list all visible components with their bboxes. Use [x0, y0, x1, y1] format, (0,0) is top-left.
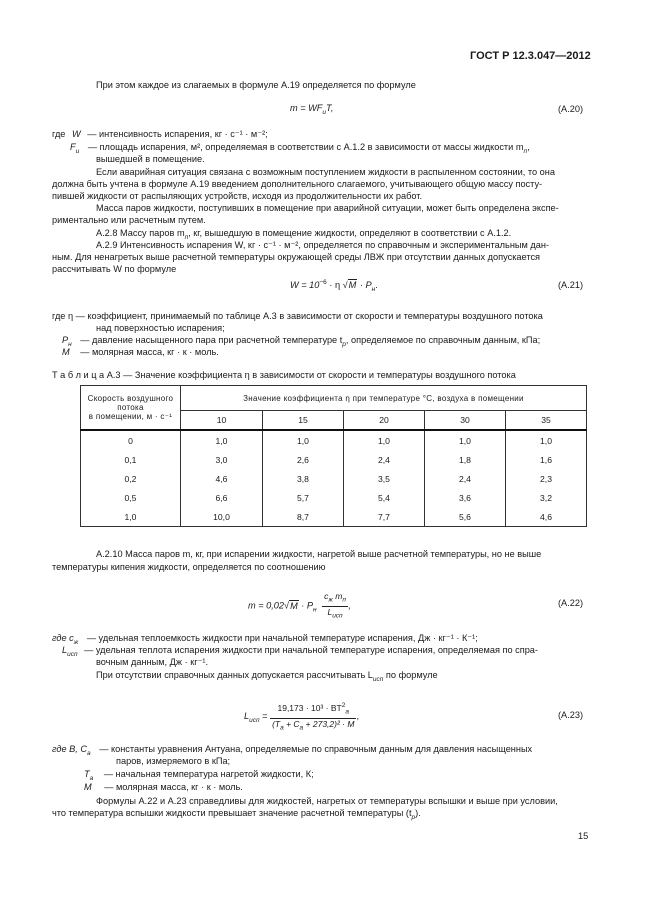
value-cell: 2,3: [506, 469, 587, 488]
equation-a20-formula: m = WF: [290, 103, 323, 113]
equation-a22-sqrt: M: [290, 600, 298, 611]
final-line-2: [52, 807, 421, 824]
equation-a23-den-tail: + C: [283, 718, 300, 729]
paragraph-lisp-tail: по формуле: [383, 670, 438, 680]
value-cell: 6,6: [181, 488, 263, 507]
equation-a22-mid: · P: [298, 600, 314, 611]
equation-a21-tail-sub: н: [371, 285, 376, 293]
where-w-line: [52, 128, 268, 140]
clause-a210-line-1: А.2.10 Масса паров m, кг, при испарении жидкости, нагретой выше расчетной температуры, но не выше: [96, 549, 542, 559]
where-p-text: — давление насыщенного пара при расчетной температуре t: [80, 335, 343, 345]
equation-a22-num2: m: [335, 591, 343, 601]
where-c-prefix: где c: [52, 633, 74, 643]
clause-a29-line-2: ным. Для ненагретых выше расчетной температуры окружающей среды ЛВЖ при отсутствии данных допускается: [52, 252, 541, 262]
where-l-sub: исп: [67, 650, 78, 658]
equation-a21-lhs: W = 10: [290, 280, 320, 291]
equation-a22-lhs: m = 0,02: [248, 600, 285, 611]
value-cell: 1,8: [425, 450, 506, 469]
equation-a22-den: L: [327, 606, 333, 617]
value-cell: 1,0: [263, 430, 344, 450]
where-m-line: [62, 346, 219, 358]
where-f-text-end: ,: [527, 142, 530, 152]
equation-a20-tail: T,: [326, 103, 334, 113]
speed-cell: 0: [81, 430, 181, 450]
where-m-text: — молярная масса, кг · к · моль.: [80, 347, 219, 357]
row-header-line-2: в помещении, м · с⁻¹: [88, 412, 173, 421]
where-b-text-1: — константы уравнения Антуана, определяемые по справочным данным для давления насыщенных: [99, 744, 533, 754]
equation-a22-number: (А.22): [558, 598, 584, 608]
where-w-text: — интенсивность испарения, кг · с⁻¹ · м⁻²;: [87, 129, 268, 139]
value-cell: 3,5: [344, 469, 425, 488]
intro-text: При этом каждое из слагаемых в формуле А.19 определяется по формуле: [96, 80, 416, 90]
where-c-sub: ж: [73, 638, 79, 646]
table-caption: [52, 369, 516, 381]
where-f-line2: вышедшей в помещение.: [96, 154, 205, 164]
paragraph-lisp-sub: исп: [372, 675, 384, 683]
final-line-2-text: что температура вспышки жидкости превышает значение расчетной температуры (t: [52, 808, 412, 818]
value-cell: 2,6: [263, 450, 344, 469]
value-cell: 1,0: [506, 430, 587, 450]
equation-a23-den-sub: a: [280, 724, 284, 732]
value-cell: 2,4: [344, 450, 425, 469]
where-t-text: — начальная температура нагретой жидкости, К;: [103, 769, 314, 779]
value-cell: 5,6: [425, 507, 506, 527]
equation-a22-num1: c: [324, 591, 329, 601]
table-caption-label: Т а б л и ц а А.3: [52, 370, 121, 380]
where-t-sub: a: [89, 774, 94, 782]
page-number: 15: [578, 831, 589, 841]
temp-header: 10: [181, 411, 263, 431]
temp-header: 20: [344, 411, 425, 431]
where-eta-line-2: над поверхностью испарения;: [96, 323, 225, 333]
equation-a22-end: ,: [347, 600, 351, 611]
where-l-text-1: — удельная теплота испарения жидкости при начальной температуре испарения, определяемая по спра-: [84, 645, 538, 655]
paragraph-2-line-1: Масса паров жидкости, поступивших в помещение при аварийной ситуации, может быть определена экспе-: [96, 203, 559, 213]
equation-a23-den-tail2: + 273,2)² · M: [303, 718, 355, 729]
equation-a23-fraction: [270, 700, 356, 733]
coefficient-table: [80, 385, 587, 527]
where-t-symbol: T: [84, 769, 90, 779]
equation-a23-num-sup: 2: [341, 702, 346, 709]
where-l-line-2: вочным данным, Дж · кг⁻¹.: [96, 657, 209, 667]
clause-a28-text-a: А.2.8 Массу паров m: [96, 228, 185, 238]
value-cell: 8,7: [263, 507, 344, 527]
where-l-symbol: L: [62, 645, 68, 655]
equation-a23-den: (T: [272, 718, 281, 729]
paragraph-lisp: [96, 669, 438, 686]
speed-cell: 1,0: [81, 507, 181, 527]
equation-a23-num-sub: a: [345, 708, 349, 716]
where-p-sub: н: [68, 340, 72, 348]
where-f-sub: и: [75, 147, 80, 155]
value-cell: 3,8: [263, 469, 344, 488]
equation-a22-fraction: [322, 591, 348, 621]
paragraph-1-line-2: должна быть учтена в формуле А.19 введением дополнительного слагаемого, учитывающего общую массу посту-: [52, 179, 543, 189]
clause-a29-line-1: А.2.9 Интенсивность испарения W, кг · с⁻¹ · м⁻², определяется по справочным и экспериментальным дан-: [96, 240, 549, 250]
table-row: [81, 450, 587, 469]
equation-a22-mid-sub: н: [313, 606, 317, 614]
paragraph-1-line-3: пившей жидкости от распыляющих устройств, исходя из продолжительности их работ.: [52, 191, 423, 201]
value-cell: 3,6: [425, 488, 506, 507]
value-cell: 5,4: [344, 488, 425, 507]
equation-a23-lhs-sub: исп: [249, 716, 260, 724]
equation-a21-end: .: [375, 280, 378, 291]
clause-a28-text-b: , кг, вышедшую в помещение жидкости, определяют в соответствии с А.1.2.: [188, 228, 512, 238]
value-cell: 2,4: [425, 469, 506, 488]
temp-header: 35: [506, 411, 587, 431]
equation-a23-eq: =: [259, 711, 271, 722]
where-f-text: — площадь испарения, м², определяемая в соответствии с А.1.2 в зависимости от массы жидкости m: [87, 142, 524, 152]
value-cell: 5,7: [263, 488, 344, 507]
table-row: [81, 469, 587, 488]
speed-cell: 0,5: [81, 488, 181, 507]
table-header-row-1: [81, 386, 587, 411]
value-cell: 1,0: [344, 430, 425, 450]
clause-a210-line-2: температуры кипения жидкости, определяется по соотношению: [52, 562, 326, 572]
clause-a28-sub: п: [184, 233, 189, 241]
document-code: ГОСТ Р 12.3.047—2012: [470, 50, 591, 62]
paragraph-1-line-1: Если аварийная ситуация связана с возможным поступлением жидкости в распыленном состоянии, то она: [96, 167, 555, 177]
equation-a21-tail: · P: [357, 280, 372, 291]
value-cell: 1,0: [425, 430, 506, 450]
table-row: [81, 430, 587, 450]
equation-a22: $m = 0,02√M \cdot P_н$ $\frac{c_ж m_п}{L_{исп}}$ ,: [248, 591, 351, 620]
value-cell: 4,6: [506, 507, 587, 527]
row-header-cell: [81, 386, 181, 431]
temp-header: 30: [425, 411, 506, 431]
table-row: [81, 488, 587, 507]
speed-cell: 0,2: [81, 469, 181, 488]
value-cell: 10,0: [181, 507, 263, 527]
table-row: [81, 507, 587, 527]
value-cell: 4,6: [181, 469, 263, 488]
value-cell: 1,6: [506, 450, 587, 469]
where-p-text-end: , определяемое по справочным данным, кПа;: [345, 335, 541, 345]
equation-a23-num: 19,173 · 10³ · BT: [277, 702, 342, 713]
equation-a21: $W = 10^{-6} \cdot \eta$ $√M \cdot P_н$.: [290, 279, 378, 293]
equation-a23: [244, 700, 359, 733]
value-cell: 3,0: [181, 450, 263, 469]
where-b-prefix: где B, C: [52, 744, 88, 754]
where-m2-text: — молярная масса, кг · к · моль.: [104, 782, 243, 792]
value-cell: 3,2: [506, 488, 587, 507]
equation-a21-exp: −6: [319, 279, 327, 286]
paragraph-lisp-text: При отсутствии справочных данных допускается рассчитывать L: [96, 670, 373, 680]
group-header-cell: Значение коэффициента η при температуре °С, воздуха в помещении: [181, 386, 587, 411]
equation-a20-number: (А.20): [558, 104, 584, 114]
equation-a23-lhs: L: [244, 711, 250, 722]
where-p-symbol: P: [62, 335, 69, 345]
clause-a29-line-3: рассчитывать W по формуле: [52, 264, 177, 274]
equation-a20-sub: и: [322, 108, 327, 116]
equation-a21-mid: · η: [326, 280, 343, 291]
where-m2-line: [84, 781, 243, 793]
where-p-text-sub: р: [342, 340, 346, 348]
where-w-symbol: W: [71, 129, 81, 139]
where-w-prefix: где: [52, 129, 66, 139]
where-f-symbol: F: [70, 142, 76, 152]
where-b-line-2: паров, измеряемого в кПа;: [116, 756, 231, 766]
final-line-1: Формулы А.22 и А.23 справедливы для жидкостей, нагретых от температуры вспышки и выше при условии,: [96, 796, 558, 806]
speed-cell: 0,1: [81, 450, 181, 469]
table-caption-text: — Значение коэффициента η в зависимости от скорости и температуры воздушного потока: [123, 370, 516, 380]
equation-a23-end: ,: [356, 711, 359, 722]
final-line-2-sub: р: [411, 813, 416, 821]
where-m-symbol: M: [62, 347, 70, 357]
where-b-sub: a: [87, 749, 91, 757]
row-header-line-1: Скорость воздушного потока: [87, 394, 174, 412]
where-eta-line-1: где η — коэффициент, принимаемый по таблице А.3 в зависимости от скорости и температуры воздушного потока: [52, 311, 543, 321]
equation-a22-num1-sub: ж: [328, 596, 333, 604]
equation-a21-sqrt: M: [348, 280, 357, 291]
equation-a23-number: (А.23): [558, 710, 584, 720]
equation-a21-number: (А.21): [558, 280, 584, 290]
value-cell: 1,0: [181, 430, 263, 450]
paragraph-2-line-2: риментально или расчетным путем.: [52, 215, 206, 225]
where-m2-symbol: M: [84, 782, 92, 792]
where-f-text-sub: п: [523, 147, 528, 155]
equation-a20: [290, 103, 333, 116]
equation-a22-num2-sub: п: [342, 596, 346, 604]
where-c-text: — удельная теплоемкость жидкости при начальной температуре испарения, Дж · кг⁻¹ · К⁻¹;: [86, 633, 478, 643]
equation-a22-den-sub: исп: [332, 612, 343, 620]
temp-header: 15: [263, 411, 344, 431]
equation-a23-den-sub2: a: [299, 724, 304, 732]
final-line-2-end: ).: [415, 808, 421, 818]
value-cell: 7,7: [344, 507, 425, 527]
